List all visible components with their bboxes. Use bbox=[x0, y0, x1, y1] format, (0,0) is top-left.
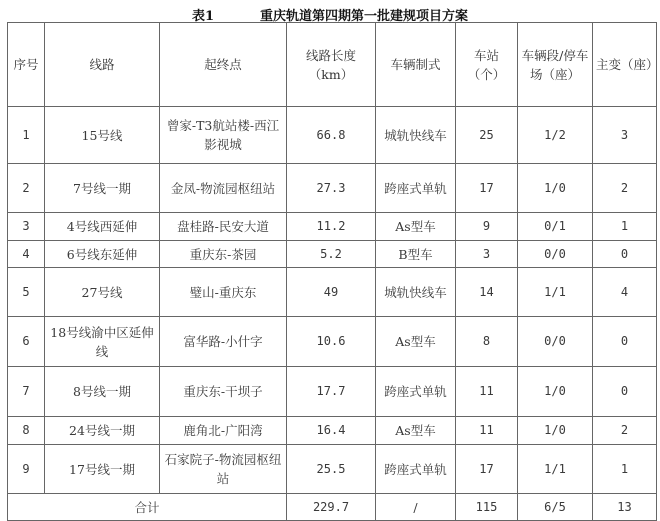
line-length: 49 bbox=[287, 268, 376, 317]
vehicle-type: B型车 bbox=[376, 241, 456, 268]
row-index: 4 bbox=[8, 241, 45, 268]
table-row bbox=[8, 213, 657, 241]
depot-count: 1/2 bbox=[518, 107, 593, 164]
depot-count: 0/0 bbox=[518, 241, 593, 268]
vehicle-type: 跨座式单轨 bbox=[376, 164, 456, 213]
project-table bbox=[7, 22, 657, 521]
substation-count: 1 bbox=[593, 213, 657, 241]
line-length: 27.3 bbox=[287, 164, 376, 213]
station-count: 17 bbox=[456, 445, 518, 494]
row-index: 9 bbox=[8, 445, 45, 494]
row-index: 1 bbox=[8, 107, 45, 164]
station-count: 17 bbox=[456, 164, 518, 213]
line-name: 15号线 bbox=[45, 107, 160, 164]
table-row bbox=[8, 417, 657, 445]
station-count: 9 bbox=[456, 213, 518, 241]
depot-count: 1/0 bbox=[518, 417, 593, 445]
table-row bbox=[8, 445, 657, 494]
line-length: 25.5 bbox=[287, 445, 376, 494]
row-index: 8 bbox=[8, 417, 45, 445]
line-name: 4号线西延伸 bbox=[45, 213, 160, 241]
line-name: 8号线一期 bbox=[45, 367, 160, 417]
start-end: 重庆东-干坝子 bbox=[160, 367, 287, 417]
line-length: 66.8 bbox=[287, 107, 376, 164]
line-name: 27号线 bbox=[45, 268, 160, 317]
table-title-text: 重庆轨道第四期第一批建规项目方案 bbox=[260, 8, 469, 24]
start-end: 金凤-物流园枢纽站 bbox=[160, 164, 287, 213]
line-name: 17号线一期 bbox=[45, 445, 160, 494]
table-row bbox=[8, 268, 657, 317]
start-end: 璧山-重庆东 bbox=[160, 268, 287, 317]
station-count: 11 bbox=[456, 367, 518, 417]
vehicle-type: 城轨快线车 bbox=[376, 107, 456, 164]
station-count: 8 bbox=[456, 317, 518, 367]
depot-count: 1/1 bbox=[518, 445, 593, 494]
table-row bbox=[8, 107, 657, 164]
substation-count: 0 bbox=[593, 317, 657, 367]
header-cell: 起终点 bbox=[160, 23, 287, 107]
total-length: 229.7 bbox=[287, 494, 376, 521]
start-end: 富华路-小什字 bbox=[160, 317, 287, 367]
station-count: 3 bbox=[456, 241, 518, 268]
start-end: 鹿角北-广阳湾 bbox=[160, 417, 287, 445]
line-name: 7号线一期 bbox=[45, 164, 160, 213]
depot-count: 0/1 bbox=[518, 213, 593, 241]
depot-count: 0/0 bbox=[518, 317, 593, 367]
depot-count: 1/0 bbox=[518, 164, 593, 213]
total-stations: 115 bbox=[456, 494, 518, 521]
line-name: 6号线东延伸 bbox=[45, 241, 160, 268]
line-name: 18号线渝中区延伸线 bbox=[45, 317, 160, 367]
total-substations: 13 bbox=[593, 494, 657, 521]
total-label: 合计 bbox=[8, 494, 287, 521]
start-end: 重庆东-茶园 bbox=[160, 241, 287, 268]
start-end: 石家院子-物流园枢纽站 bbox=[160, 445, 287, 494]
line-length: 16.4 bbox=[287, 417, 376, 445]
substation-count: 4 bbox=[593, 268, 657, 317]
line-length: 17.7 bbox=[287, 367, 376, 417]
header-cell: 线路长度（km） bbox=[287, 23, 376, 107]
vehicle-type: As型车 bbox=[376, 417, 456, 445]
row-index: 6 bbox=[8, 317, 45, 367]
header-row bbox=[8, 23, 657, 107]
table-row bbox=[8, 317, 657, 367]
station-count: 14 bbox=[456, 268, 518, 317]
start-end: 盘桂路-民安大道 bbox=[160, 213, 287, 241]
total-row bbox=[8, 494, 657, 521]
header-cell: 主变（座） bbox=[593, 23, 657, 107]
row-index: 7 bbox=[8, 367, 45, 417]
table-number: 表1 bbox=[191, 8, 215, 24]
table-row bbox=[8, 241, 657, 268]
vehicle-type: As型车 bbox=[376, 213, 456, 241]
table-row bbox=[8, 367, 657, 417]
header-cell: 车辆制式 bbox=[376, 23, 456, 107]
total-depots: 6/5 bbox=[518, 494, 593, 521]
line-length: 10.6 bbox=[287, 317, 376, 367]
vehicle-type: As型车 bbox=[376, 317, 456, 367]
table-title bbox=[0, 4, 660, 24]
substation-count: 3 bbox=[593, 107, 657, 164]
header-cell: 序号 bbox=[8, 23, 45, 107]
substation-count: 0 bbox=[593, 367, 657, 417]
header-cell: 车辆段/停车场（座） bbox=[518, 23, 593, 107]
row-index: 5 bbox=[8, 268, 45, 317]
depot-count: 1/0 bbox=[518, 367, 593, 417]
station-count: 11 bbox=[456, 417, 518, 445]
line-length: 11.2 bbox=[287, 213, 376, 241]
header-cell: 线路 bbox=[45, 23, 160, 107]
depot-count: 1/1 bbox=[518, 268, 593, 317]
substation-count: 2 bbox=[593, 417, 657, 445]
row-index: 2 bbox=[8, 164, 45, 213]
header-cell: 车站（个） bbox=[456, 23, 518, 107]
line-name: 24号线一期 bbox=[45, 417, 160, 445]
station-count: 25 bbox=[456, 107, 518, 164]
table-row bbox=[8, 164, 657, 213]
start-end: 曾家-T3航站楼-西江影视城 bbox=[160, 107, 287, 164]
substation-count: 0 bbox=[593, 241, 657, 268]
line-length: 5.2 bbox=[287, 241, 376, 268]
substation-count: 2 bbox=[593, 164, 657, 213]
substation-count: 1 bbox=[593, 445, 657, 494]
vehicle-type: 城轨快线车 bbox=[376, 268, 456, 317]
total-vehicle: / bbox=[376, 494, 456, 521]
vehicle-type: 跨座式单轨 bbox=[376, 367, 456, 417]
vehicle-type: 跨座式单轨 bbox=[376, 445, 456, 494]
row-index: 3 bbox=[8, 213, 45, 241]
